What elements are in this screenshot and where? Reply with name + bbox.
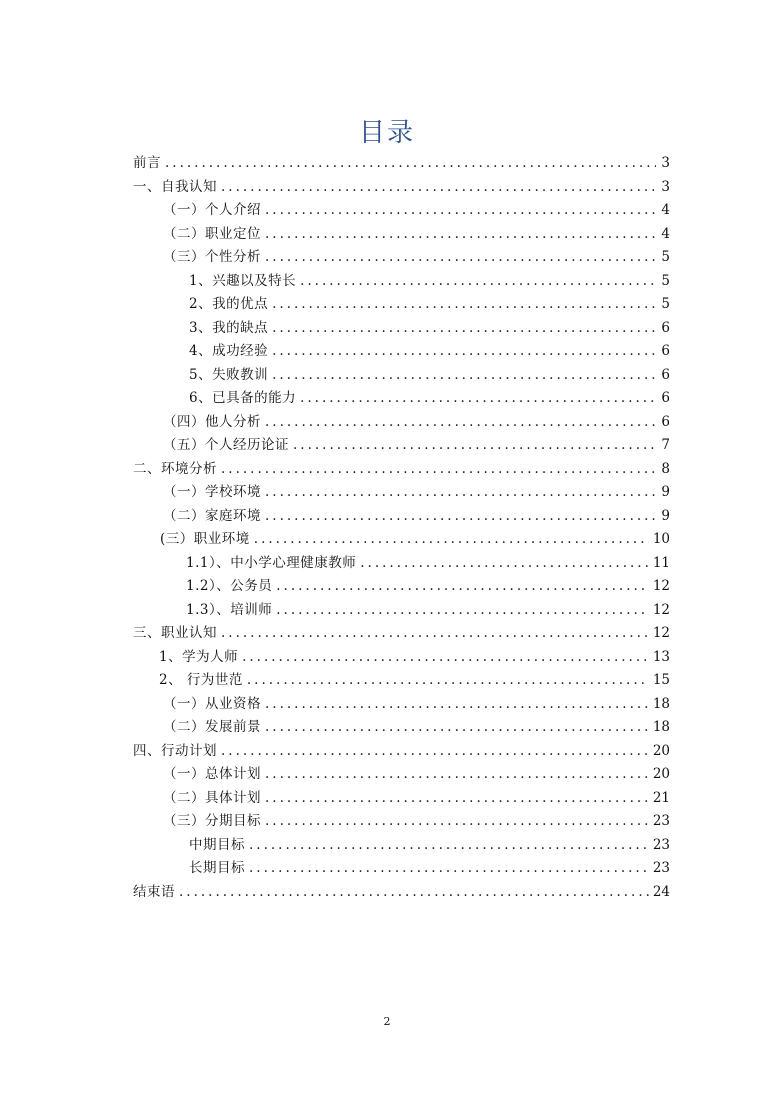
toc-dot-leader <box>265 223 656 247</box>
toc-entry-label: 长期目标 <box>189 860 245 876</box>
toc-entry-page: 23 <box>652 860 670 876</box>
toc-entry-page: 5 <box>661 272 670 289</box>
toc-entry[interactable] <box>133 881 670 905</box>
toc-dot-leader <box>221 622 649 646</box>
toc-dot-leader <box>265 481 656 505</box>
toc-entry-label: 二、环境分析 <box>133 460 217 477</box>
toc-entry-page: 4 <box>661 202 670 218</box>
toc-entry-page: 3 <box>661 155 670 171</box>
toc-dot-leader <box>265 199 656 223</box>
toc-entry-page: 6 <box>661 343 670 359</box>
toc-entry[interactable] <box>133 693 670 717</box>
toc-entry-page: 6 <box>661 390 670 406</box>
toc-dot-leader <box>300 270 656 294</box>
toc-dot-leader <box>249 834 649 858</box>
toc-entry[interactable] <box>133 246 670 270</box>
toc-entry[interactable] <box>133 223 670 247</box>
toc-title: 目录 <box>358 118 415 148</box>
toc-entry-label: （一）学校环境 <box>163 484 261 500</box>
toc-entry[interactable] <box>133 716 670 740</box>
toc-entry[interactable] <box>133 270 670 294</box>
toc-dot-leader <box>272 364 656 388</box>
toc-entry[interactable] <box>133 458 670 482</box>
toc-entry[interactable] <box>133 575 670 599</box>
toc-entry-page: 4 <box>661 225 670 242</box>
toc-entry-label: 4、成功经验 <box>189 343 269 359</box>
toc-entry-label: （二）职业定位 <box>163 225 261 242</box>
toc-entry[interactable] <box>133 387 670 411</box>
toc-dot-leader <box>221 740 649 764</box>
toc-entry-page: 12 <box>652 578 670 594</box>
toc-entry-label: 1、兴趣以及特长 <box>189 272 297 289</box>
toc-entry-page: 6 <box>661 319 670 336</box>
toc-entry-label: （二）发展前景 <box>163 719 261 735</box>
toc-entry[interactable] <box>133 622 670 646</box>
toc-dot-leader <box>300 387 656 411</box>
toc-entry[interactable] <box>133 199 670 223</box>
toc-dot-leader <box>272 317 656 341</box>
toc-entry-label: （四）他人分析 <box>163 413 261 430</box>
toc-entry-label: （三）个性分析 <box>163 249 261 265</box>
toc-dot-leader <box>265 763 649 787</box>
toc-dot-leader <box>254 528 649 552</box>
toc-entry-label: 前言 <box>133 155 161 171</box>
toc-entry-page: 12 <box>652 625 670 641</box>
toc-dot-leader <box>276 575 649 599</box>
toc-entry-page: 24 <box>652 883 670 900</box>
toc-dot-leader <box>221 176 656 200</box>
toc-entry-label: 三、职业认知 <box>133 625 217 641</box>
toc-entry-page: 10 <box>652 531 670 547</box>
toc-entry[interactable] <box>133 317 670 341</box>
toc-dot-leader <box>265 505 656 529</box>
toc-entry[interactable] <box>133 552 670 576</box>
toc-dot-leader <box>179 881 649 905</box>
toc-entry-label: 1.2）、公务员 <box>186 578 273 594</box>
toc-entry-page: 5 <box>661 249 670 265</box>
toc-entry-label: 一、自我认知 <box>133 178 217 195</box>
toc-entry-page: 12 <box>652 601 670 618</box>
toc-entry-page: 20 <box>652 742 670 759</box>
toc-dot-leader <box>265 411 656 435</box>
toc-entry-label: （二）具体计划 <box>163 789 261 806</box>
toc-entry-page: 11 <box>652 554 670 571</box>
toc-entry-page: 18 <box>652 719 670 735</box>
toc-entry[interactable] <box>133 340 670 364</box>
toc-entry-label: 四、行动计划 <box>133 742 217 759</box>
toc-entry-page: 23 <box>652 813 670 829</box>
toc-entry-label: （一）总体计划 <box>163 766 261 782</box>
toc-entry-label: 1、学为人师 <box>159 648 239 665</box>
toc-entry-label: 6、已具备的能力 <box>189 390 297 406</box>
toc-dot-leader <box>272 293 656 317</box>
toc-entry[interactable] <box>133 669 670 693</box>
toc-entry[interactable] <box>133 505 670 529</box>
toc-dot-leader <box>265 693 649 717</box>
toc-entry[interactable] <box>133 740 670 764</box>
toc-entry[interactable] <box>133 646 670 670</box>
toc-entry[interactable] <box>133 481 670 505</box>
toc-dot-leader <box>242 646 649 670</box>
toc-dot-leader <box>249 857 649 881</box>
toc-entry[interactable] <box>133 857 670 881</box>
toc-entry[interactable] <box>133 763 670 787</box>
toc-entry[interactable] <box>133 364 670 388</box>
toc-dot-leader <box>221 458 656 482</box>
toc-entry-page: 18 <box>652 695 670 712</box>
toc-entry-label: （三）分期目标 <box>163 813 261 829</box>
page-number: 2 <box>383 1015 391 1028</box>
toc-entry-label: （一）个人介绍 <box>163 202 261 218</box>
toc-entry[interactable] <box>133 528 670 552</box>
toc-dot-leader <box>165 152 656 176</box>
toc-entry-label: 结束语 <box>133 883 175 900</box>
toc-dot-leader <box>293 434 656 458</box>
toc-entry-label: （一）从业资格 <box>163 695 261 712</box>
toc-entry[interactable] <box>133 152 670 176</box>
toc-entry-label: 3、我的缺点 <box>189 319 269 336</box>
toc-entry-page: 6 <box>661 366 670 383</box>
toc-entry-label: （五）个人经历论证 <box>163 437 289 453</box>
toc-dot-leader <box>265 716 649 740</box>
toc-entry-page: 15 <box>652 672 670 688</box>
toc-entry[interactable] <box>133 434 670 458</box>
toc-entry-label: 5、失败教训 <box>189 366 269 383</box>
toc-entry-page: 13 <box>652 648 670 665</box>
toc-entry-label: 1.3）、培训师 <box>186 601 273 618</box>
toc-entry[interactable] <box>133 293 670 317</box>
toc-entry-label: 2、 行为世范 <box>159 672 243 688</box>
toc-entry[interactable] <box>133 834 670 858</box>
toc-dot-leader <box>276 599 649 623</box>
toc-entry[interactable] <box>133 176 670 200</box>
toc-entry[interactable] <box>133 787 670 811</box>
toc-entry[interactable] <box>133 810 670 834</box>
toc-entry-label: (三）职业环境 <box>160 531 250 547</box>
toc-entry-label: （二）家庭环境 <box>163 507 261 524</box>
toc-dot-leader <box>272 340 656 364</box>
toc-entry-page: 3 <box>661 178 670 195</box>
toc-entry-label: 2、我的优点 <box>189 296 269 312</box>
toc-dot-leader <box>247 669 649 693</box>
toc-entry[interactable] <box>133 599 670 623</box>
toc-dot-leader <box>360 552 649 576</box>
toc-entry-label: 1.1）、中小学心理健康教师 <box>186 554 357 571</box>
toc-entry-page: 6 <box>661 413 670 430</box>
toc-entry-page: 9 <box>661 484 670 500</box>
toc-entry-page: 8 <box>661 460 670 477</box>
toc-dot-leader <box>265 246 656 270</box>
toc-entry-page: 9 <box>661 507 670 524</box>
toc-entry-page: 23 <box>652 836 670 853</box>
toc-entry-label: 中期目标 <box>189 836 245 853</box>
toc-entry-page: 7 <box>661 437 670 453</box>
toc-dot-leader <box>265 787 649 811</box>
toc-dot-leader <box>265 810 649 834</box>
toc-entry-page: 21 <box>652 789 670 806</box>
toc-entry-page: 20 <box>652 766 670 782</box>
table-of-contents <box>133 152 670 904</box>
toc-entry[interactable] <box>133 411 670 435</box>
toc-entry-page: 5 <box>661 296 670 312</box>
